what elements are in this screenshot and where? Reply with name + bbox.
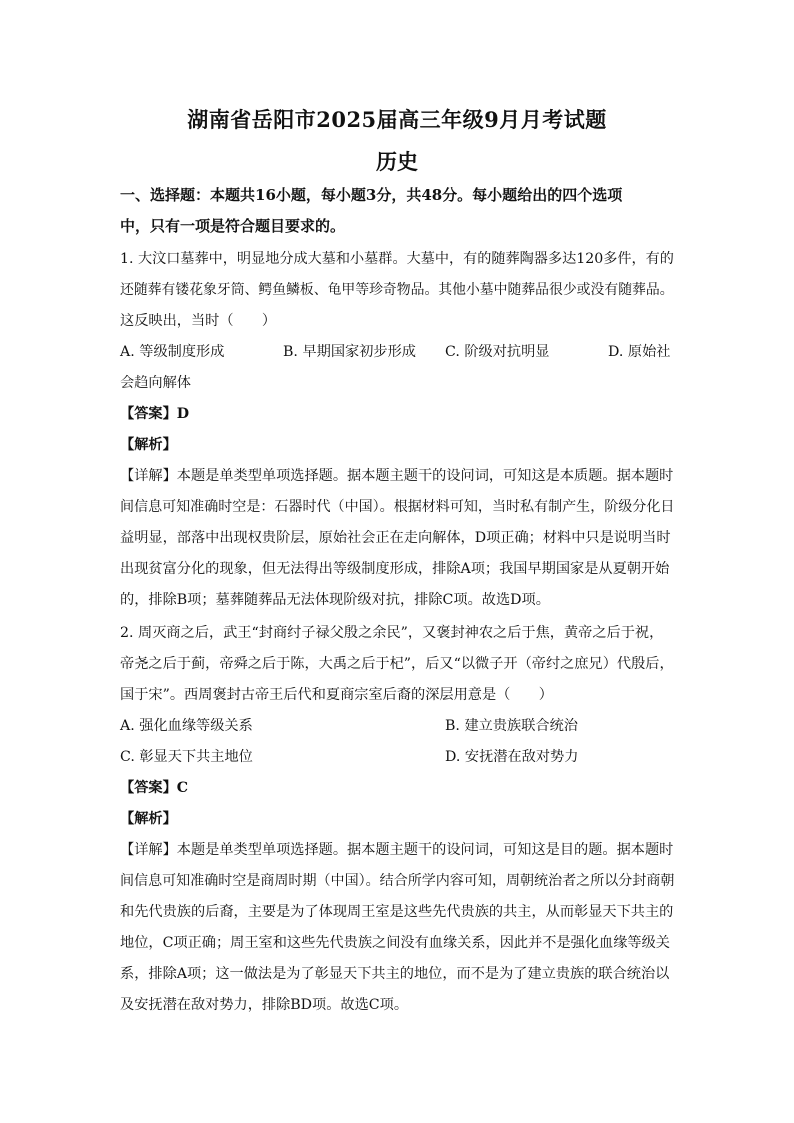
q2-detail-line: 间信息可知准确时空是商周时期（中国）。结合所学内容可知，周朝统治者之所以分封商朝 <box>120 873 675 889</box>
q2-detail-line: 系，排除A项；这一做法是为了彰显天下共主的地位，而不是为了建立贵族的联合统治以 <box>120 966 670 982</box>
q2-option-c: C. 彰显天下共主地位 <box>120 749 253 765</box>
q1-detail-line: 【详解】本题是单类型单项选择题。据本题主题干的设问词，可知这是本质题。据本题时 <box>120 468 674 484</box>
q1-option-b: B. 早期国家初步形成 <box>283 344 416 360</box>
q1-stem-line: 还随葬有镂花象牙筒、鳄鱼鳞板、龟甲等珍奇物品。其他小墓中随葬品很少或没有随葬品。 <box>120 282 674 298</box>
q1-option-a: A. 等级制度形成 <box>120 344 225 360</box>
q2-option-b: B. 建立贵族联合统治 <box>445 718 578 734</box>
q1-option-d: D. 原始社 <box>608 344 671 360</box>
q1-detail-line: 间信息可知准确时空是：石器时代（中国）。根据材料可知，当时私有制产生，阶级分化日 <box>120 499 675 515</box>
q2-option-d: D. 安抚潜在敌对势力 <box>445 749 579 765</box>
q2-stem-line: 帝尧之后于蓟，帝舜之后于陈，大禹之后于杞”，后又“以微子开（帝纣之庶兄）代殷后， <box>120 656 674 672</box>
q1-detail-line: 益明显，部落中出现权贵阶层，原始社会正在走向解体，D项正确；材料中只是说明当时 <box>120 530 671 546</box>
q2-detail-line: 和先代贵族的后裔，主要是为了体现周王室是这些先代贵族的共主，从而彰显天下共主的 <box>120 904 674 920</box>
q1-stem-line: 这反映出，当时（ ） <box>120 313 277 329</box>
q1-detail-line: 出现贫富分化的现象，但无法得出等级制度形成，排除A项；我国早期国家是从夏朝开始 <box>120 561 670 577</box>
q1-answer: 【答案】D <box>120 406 190 422</box>
q2-stem-line: 2. 周灭商之后，武王“封商纣子禄父殷之余民”，又褒封神农之后于焦，黄帝之后于祝， <box>120 625 664 641</box>
q1-option-c: C. 阶级对抗明显 <box>445 344 550 360</box>
section-instructions-line2: 中，只有一项是符合题目要求的。 <box>120 217 346 235</box>
section-instructions-line1: 一、选择题：本题共16小题，每小题3分，共48分。每小题给出的四个选项 <box>120 186 623 204</box>
q2-detail-line: 【详解】本题是单类型单项选择题。据本题主题干的设问词，可知这是目的题。据本题时 <box>120 842 674 858</box>
q1-analysis-heading: 【解析】 <box>120 437 177 453</box>
subject-title: 历史 <box>376 149 418 174</box>
q1-stem-line: 1. 大汶口墓葬中，明显地分成大墓和小墓群。大墓中，有的随葬陶器多达120多件，有的 <box>120 251 674 267</box>
q1-detail-line: 的，排除B项；墓葬随葬品无法体现阶级对抗，排除C项。故选D项。 <box>120 592 550 608</box>
q2-answer: 【答案】C <box>120 780 189 796</box>
exam-title: 湖南省岳阳市2025届高三年级9月月考试题 <box>187 107 607 132</box>
q2-detail-line: 及安抚潜在敌对势力，排除BD项。故选C项。 <box>120 997 409 1013</box>
q2-analysis-heading: 【解析】 <box>120 811 177 827</box>
q2-option-a: A. 强化血缘等级关系 <box>120 718 253 734</box>
q2-detail-line: 地位，C项正确；周王室和这些先代贵族之间没有血缘关系，因此并不是强化血缘等级关 <box>120 935 670 951</box>
q2-stem-line: 国于宋”。西周褒封古帝王后代和夏商宗室后裔的深层用意是（ ） <box>120 687 553 703</box>
q1-option-d-continued: 会趋向解体 <box>120 375 191 391</box>
